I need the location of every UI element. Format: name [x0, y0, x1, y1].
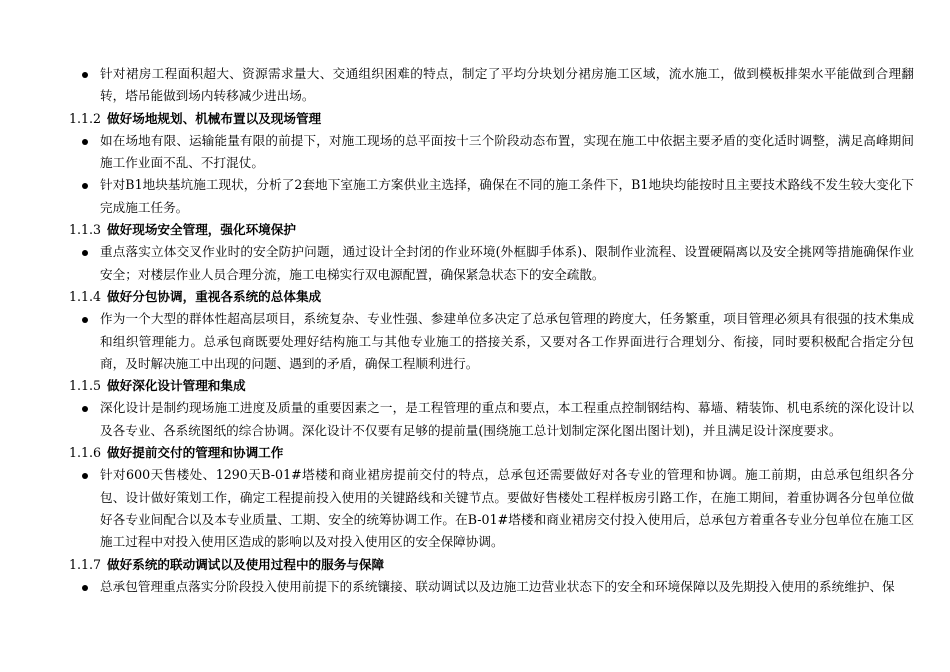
paragraph-text: 针对600天售楼处、1290天B-01#塔楼和商业裙房提前交付的特点，总承包还需要做好对各专业的管理和协调。施工前期，由总承包组织各分包、设计做好策划工作，确定工程提前投入使用的关键路线和关键节点。要做好售楼处工程样板房引路工作，在施工期间，着重协调各分包单位做好各专业间配合以及本专业质量、工期、安全的统筹协调工作。在B-01#塔楼和商业裙房交付投入使用后，总承包方着重各专业分包单位在施工区施工过程中对投入使用区造成的影响以及对投入使用区的安全保障协调。: [100, 467, 914, 550]
paragraph-text: 针对裙房工程面积超大、资源需求量大、交通组织困难的特点，制定了平均分块划分裙房施工区域，流水施工，做到模板排架水平能做到合理翻转，塔吊能做到场内转移减少进出场。: [100, 66, 914, 104]
bullet-icon: [82, 473, 88, 479]
list-item: [100, 130, 914, 175]
section-title: 做好场地规划、机械布置以及现场管理: [107, 110, 322, 126]
list-item: [100, 63, 914, 108]
list-item: [100, 464, 914, 553]
bullet-icon: [82, 250, 88, 256]
list-item: [100, 241, 914, 286]
section-heading: [69, 554, 950, 576]
section-title: 做好分包协调，重视各系统的总体集成: [107, 288, 322, 304]
list-item: [100, 308, 914, 375]
bullet-icon: [82, 585, 88, 591]
paragraph-text: 重点落实立体交叉作业时的安全防护问题，通过设计全封闭的作业环境(外框脚手体系)、限制作业流程、设置硬隔离以及安全挑网等措施确保作业安全；对楼层作业人员合理分流，施工电梯实行双电源配置，确保紧急状态下的安全疏散。: [100, 244, 914, 282]
section-heading: [69, 442, 950, 464]
section-title: 做好深化设计管理和集成: [107, 378, 246, 394]
paragraph-text: 深化设计是制约现场施工进度及质量的重要因素之一，是工程管理的重点和要点，本工程重点控制钢结构、幕墙、精装饰、机电系统的深化设计以及各专业、各系统图纸的综合协调。深化设计不仅要有足够的提前量(围绕施工总计划制定深化图出图计划)，并且满足设计深度要求。: [100, 400, 914, 438]
bullet-icon: [82, 406, 88, 412]
list-item: [100, 174, 914, 219]
section-number: 1.1.2: [69, 110, 102, 126]
paragraph-text: 作为一个大型的群体性超高层项目，系统复杂、专业性强、参建单位多决定了总承包管理的跨度大，任务繁重，项目管理必须具有很强的技术集成和组织管理能力。总承包商既要处理好结构施工与其他专业施工的搭接关系，又要对各工作界面进行合理划分、衔接，同时要积极配合指定分包商，及时解决施工中出现的问题、遇到的矛盾，确保工程顺利进行。: [100, 311, 914, 371]
list-item: [100, 397, 914, 442]
section-number: 1.1.5: [69, 378, 102, 394]
section-heading: [69, 108, 950, 130]
section-number: 1.1.4: [69, 288, 102, 304]
section-heading: [69, 219, 950, 241]
paragraph-text: 总承包管理重点落实分阶段投入使用前提下的系统镶接、联动调试以及边施工边营业状态下的安全和环境保障以及先期投入使用的系统维护、保: [100, 578, 895, 594]
section-number: 1.1.7: [69, 556, 102, 572]
bullet-icon: [82, 139, 88, 145]
bullet-icon: [82, 183, 88, 189]
section-heading: [69, 286, 950, 308]
list-item: [100, 576, 914, 598]
paragraph-text: 针对B1地块基坑施工现状，分析了2套地下室施工方案供业主选择，确保在不同的施工条件下，B1地块均能按时且主要技术路线不发生较大变化下完成施工任务。: [100, 177, 914, 215]
section-title: 做好现场安全管理，强化环境保护: [107, 222, 296, 238]
bullet-icon: [82, 72, 88, 78]
section-number: 1.1.3: [69, 222, 102, 238]
section-title: 做好系统的联动调试以及使用过程中的服务与保障: [107, 556, 385, 572]
section-heading: [69, 375, 950, 397]
document-body: [0, 63, 950, 598]
section-number: 1.1.6: [69, 445, 102, 461]
bullet-icon: [82, 317, 88, 323]
paragraph-text: 如在场地有限、运输能量有限的前提下，对施工现场的总平面按十三个阶段动态布置，实现在施工中依据主要矛盾的变化适时调整，满足高峰期间施工作业面不乱、不打混仗。: [100, 132, 914, 171]
section-title: 做好提前交付的管理和协调工作: [107, 445, 284, 461]
